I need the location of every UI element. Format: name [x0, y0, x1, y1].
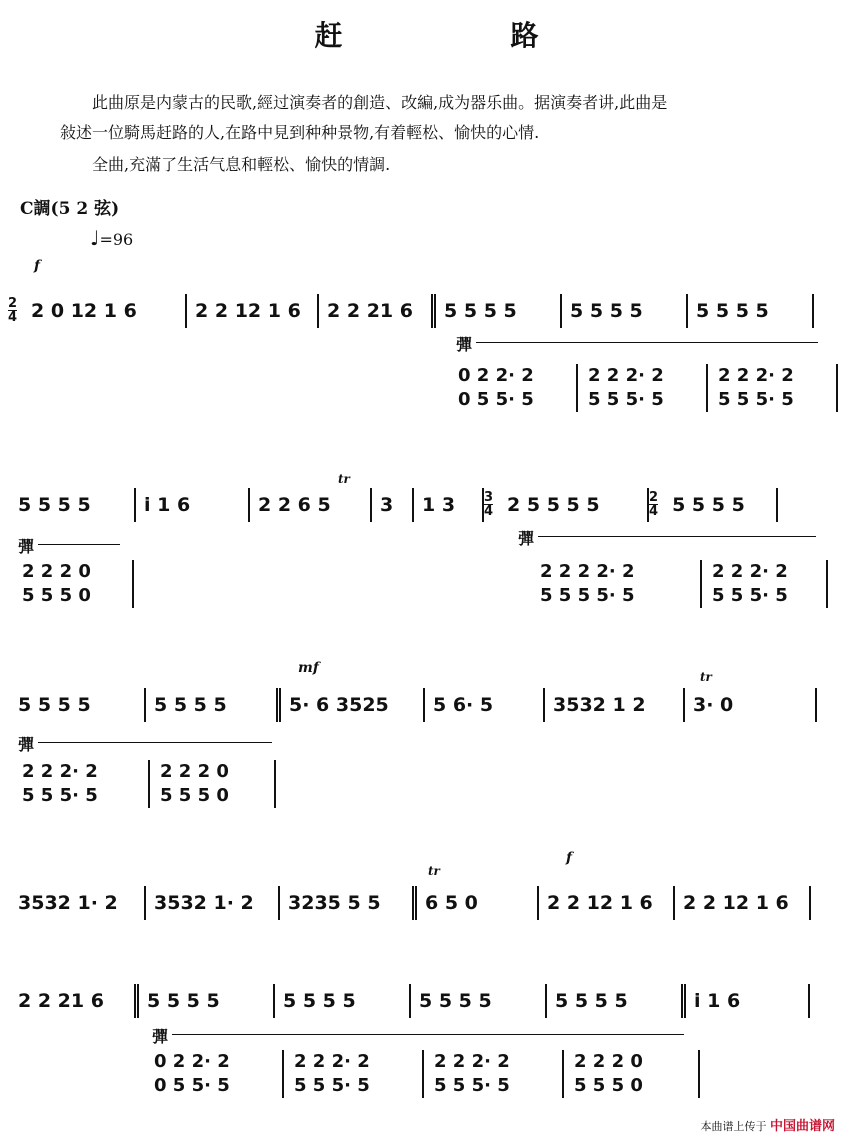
melody-line [10, 886, 811, 920]
pluck-label: 彈 [18, 735, 35, 754]
footer-prefix: 本曲谱上传于 [700, 1120, 767, 1133]
trill-mark: tr [428, 864, 440, 878]
trill-mark: tr [338, 472, 350, 486]
measure: 2 5 5 5 5 [499, 488, 649, 522]
pluck-line [538, 536, 816, 537]
intro-line-1: 此曲原是内蒙古的民歌,經过演奏者的創造、改編,成为器乐曲。据演奏者讲,此曲是 [92, 93, 668, 112]
accompaniment-bottom: 0 5 5· 5 5 5 5· 5 5 5 5· 5 [448, 388, 838, 412]
measure: 5· 6 3525 [281, 688, 425, 722]
melody-line [10, 488, 778, 522]
intro-line-3: 全曲,充滿了生活气息和輕松、愉快的情調. [92, 155, 391, 174]
melody-line [10, 688, 817, 722]
measure: 5 5 5 5 [139, 984, 275, 1018]
pluck-label: 彈 [18, 537, 35, 556]
tempo-marking [90, 226, 133, 250]
measure: 3235 5 5 [280, 886, 417, 920]
accompaniment-top: 0 2 2· 2 2 2 2· 2 2 2 2· 2 [448, 364, 838, 388]
measure: 5 5 5 5 [436, 294, 562, 328]
pluck-label: 彈 [456, 335, 473, 354]
measure: 5 5 5 5 [688, 294, 814, 328]
measure: 5 5 5 5 [664, 488, 778, 522]
dynamic-f: f [34, 258, 41, 274]
measure: 2 2 12 1 6 [675, 886, 811, 920]
trill-mark: tr [700, 670, 712, 684]
accompaniment-top: 0 2 2· 2 2 2 2· 2 2 2 2· 2 2 2 2 0 [144, 1050, 700, 1074]
accompaniment-top: 2 2 2· 2 2 2 2 0 [12, 760, 276, 784]
melody-line [10, 984, 810, 1018]
pluck-line [38, 742, 272, 743]
measure: 5 5 5 5 [10, 488, 136, 522]
dynamic-f: f [566, 850, 573, 866]
tempo-value: =96 [99, 230, 134, 249]
footer-watermark [700, 1115, 835, 1134]
measure: 5 5 5 5 [146, 688, 281, 722]
measure: 5 5 5 5 [547, 984, 686, 1018]
measure: 2 0 12 1 6 [23, 294, 187, 328]
melody-line [8, 294, 814, 328]
time-signature: 2 4 [649, 490, 659, 519]
pluck-line [172, 1034, 684, 1035]
pluck-label: 彈 [518, 529, 535, 548]
measure: 1 3 [414, 488, 484, 522]
measure: 3· 0 [685, 688, 817, 722]
measure: 5 5 5 5 [562, 294, 688, 328]
measure: 5 5 5 5 [10, 688, 146, 722]
measure: 5 5 5 5 [411, 984, 547, 1018]
pluck-line [476, 342, 818, 343]
accompaniment-top: 2 2 2 0 [12, 560, 134, 584]
measure: 3532 1· 2 [10, 886, 146, 920]
measure: 2 2 12 1 6 [539, 886, 675, 920]
page-title: 赶 路 [314, 19, 609, 52]
time-signature: 2 4 [8, 296, 18, 325]
accompaniment-bottom: 5 5 5 0 [12, 584, 134, 608]
measure: 3 [372, 488, 414, 522]
site-logo: 中国曲谱网 [769, 1119, 835, 1134]
time-signature: 3 4 [484, 490, 494, 519]
measure: i 1 6 [686, 984, 810, 1018]
pluck-line [38, 544, 120, 545]
pluck-label: 彈 [152, 1027, 169, 1046]
measure: i 1 6 [136, 488, 250, 522]
accompaniment-bottom: 5 5 5· 5 5 5 5 0 [12, 784, 276, 808]
measure: 2 2 21 6 [319, 294, 436, 328]
key-signature: C調(5 2 弦) [20, 199, 120, 219]
measure: 2 2 21 6 [10, 984, 139, 1018]
intro-text [60, 88, 820, 180]
accompaniment-bottom: 0 5 5· 5 5 5 5· 5 5 5 5· 5 5 5 5 0 [144, 1074, 700, 1098]
measure: 5 5 5 5 [275, 984, 411, 1018]
measure: 2 2 12 1 6 [187, 294, 319, 328]
measure: 3532 1· 2 [146, 886, 280, 920]
accompaniment-bottom: 5 5 5 5· 5 5 5 5· 5 [530, 584, 828, 608]
quarter-note-icon: ♩ [90, 226, 100, 250]
measure: 6 5 0 [417, 886, 539, 920]
accompaniment-top: 2 2 2 2· 2 2 2 2· 2 [530, 560, 828, 584]
dynamic-mf: mf [298, 660, 319, 676]
intro-line-2: 敍述一位騎馬赶路的人,在路中見到种种景物,有着輕松、愉快的心情. [60, 123, 540, 142]
measure: 2 2 6 5 [250, 488, 372, 522]
measure: 3532 1 2 [545, 688, 685, 722]
measure: 5 6· 5 [425, 688, 545, 722]
